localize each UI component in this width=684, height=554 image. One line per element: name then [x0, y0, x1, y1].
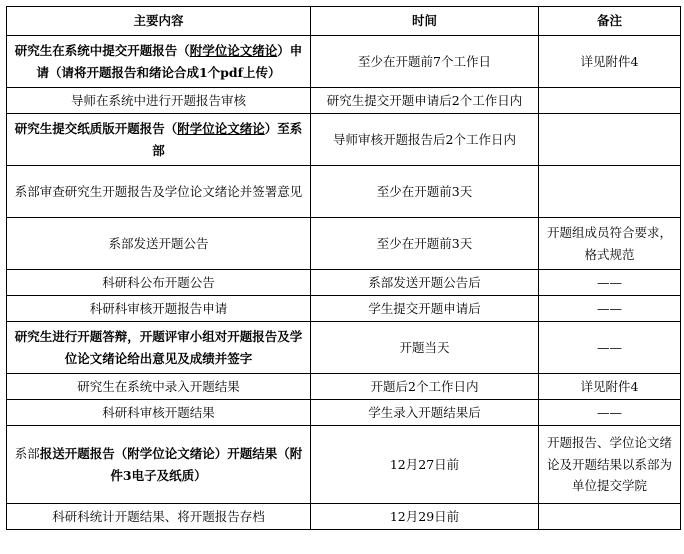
content-text: 研究生提交纸质版开题报告（	[14, 120, 178, 136]
table-row	[7, 88, 681, 114]
row-content: 科研科审核开题结果	[7, 400, 311, 426]
row-note: 详见附件4	[539, 36, 681, 88]
row-content: 导师在系统中进行开题报告审核	[7, 88, 311, 114]
row-time: 至少在开题前3天	[311, 166, 539, 218]
table-header-row	[7, 7, 681, 36]
row-time: 开题当天	[311, 322, 539, 374]
row-note: ——	[539, 400, 681, 426]
row-content: 研究生在系统中录入开题结果	[7, 374, 311, 400]
table-row	[7, 400, 681, 426]
table-row	[7, 36, 681, 88]
content-underlined: 附学位论文绪论	[177, 120, 265, 136]
table-row	[7, 426, 681, 504]
row-time: 学生录入开题结果后	[311, 400, 539, 426]
content-underlined: 附学位论文绪论	[189, 42, 278, 58]
header-content: 主要内容	[7, 7, 311, 36]
row-content: 系部审查研究生开题报告及学位论文绪论并签署意见	[7, 166, 311, 218]
row-note	[539, 88, 681, 114]
row-content: 科研科审核开题报告申请	[7, 296, 311, 322]
row-time: 研究生提交开题申请后2个工作日内	[311, 88, 539, 114]
row-time: 12月27日前	[311, 426, 539, 504]
row-content: 科研科公布开题公告	[7, 270, 311, 296]
row-content	[7, 426, 311, 504]
row-time: 12月29日前	[311, 504, 539, 530]
content-text: 研究生在系统中提交开题报告（	[14, 42, 190, 58]
row-content: 系部发送开题公告	[7, 218, 311, 270]
content-text: ）至系部	[152, 120, 303, 158]
row-time: 至少在开题前7个工作日	[311, 36, 539, 88]
table-row	[7, 218, 681, 270]
table-row	[7, 114, 681, 166]
row-note: ——	[539, 322, 681, 374]
table-row	[7, 270, 681, 296]
content-text: ）申请（请将开题报告和绪论合成1个pdf上传）	[36, 42, 303, 80]
table-row	[7, 322, 681, 374]
row-time: 开题后2个工作日内	[311, 374, 539, 400]
row-note: 开题报告、学位论文绪论及开题结果以系部为单位提交学院	[539, 426, 681, 504]
row-time: 至少在开题前3天	[311, 218, 539, 270]
header-note: 备注	[539, 7, 681, 36]
content-bold: 报送开题报告（附学位论文绪论）开题结果（附件3电子及纸质）	[39, 445, 303, 483]
row-note: 详见附件4	[539, 374, 681, 400]
table-row	[7, 296, 681, 322]
table-row	[7, 504, 681, 530]
row-note	[539, 114, 681, 166]
row-note: 开题组成员符合要求，格式规范	[539, 218, 681, 270]
row-content	[7, 114, 311, 166]
row-time: 导师审核开题报告后2个工作日内	[311, 114, 539, 166]
row-time: 学生提交开题申请后	[311, 296, 539, 322]
content-text: 系部	[14, 445, 40, 461]
table-row	[7, 166, 681, 218]
row-note	[539, 166, 681, 218]
row-note	[539, 504, 681, 530]
row-content	[7, 36, 311, 88]
row-note: ——	[539, 296, 681, 322]
row-time: 系部发送开题公告后	[311, 270, 539, 296]
schedule-table	[6, 6, 681, 530]
row-content: 科研科统计开题结果、将开题报告存档	[7, 504, 311, 530]
table-row	[7, 374, 681, 400]
row-note: ——	[539, 270, 681, 296]
row-content: 研究生进行开题答辩，开题评审小组对开题报告及学位论文绪论给出意见及成绩并签字	[7, 322, 311, 374]
header-time: 时间	[311, 7, 539, 36]
